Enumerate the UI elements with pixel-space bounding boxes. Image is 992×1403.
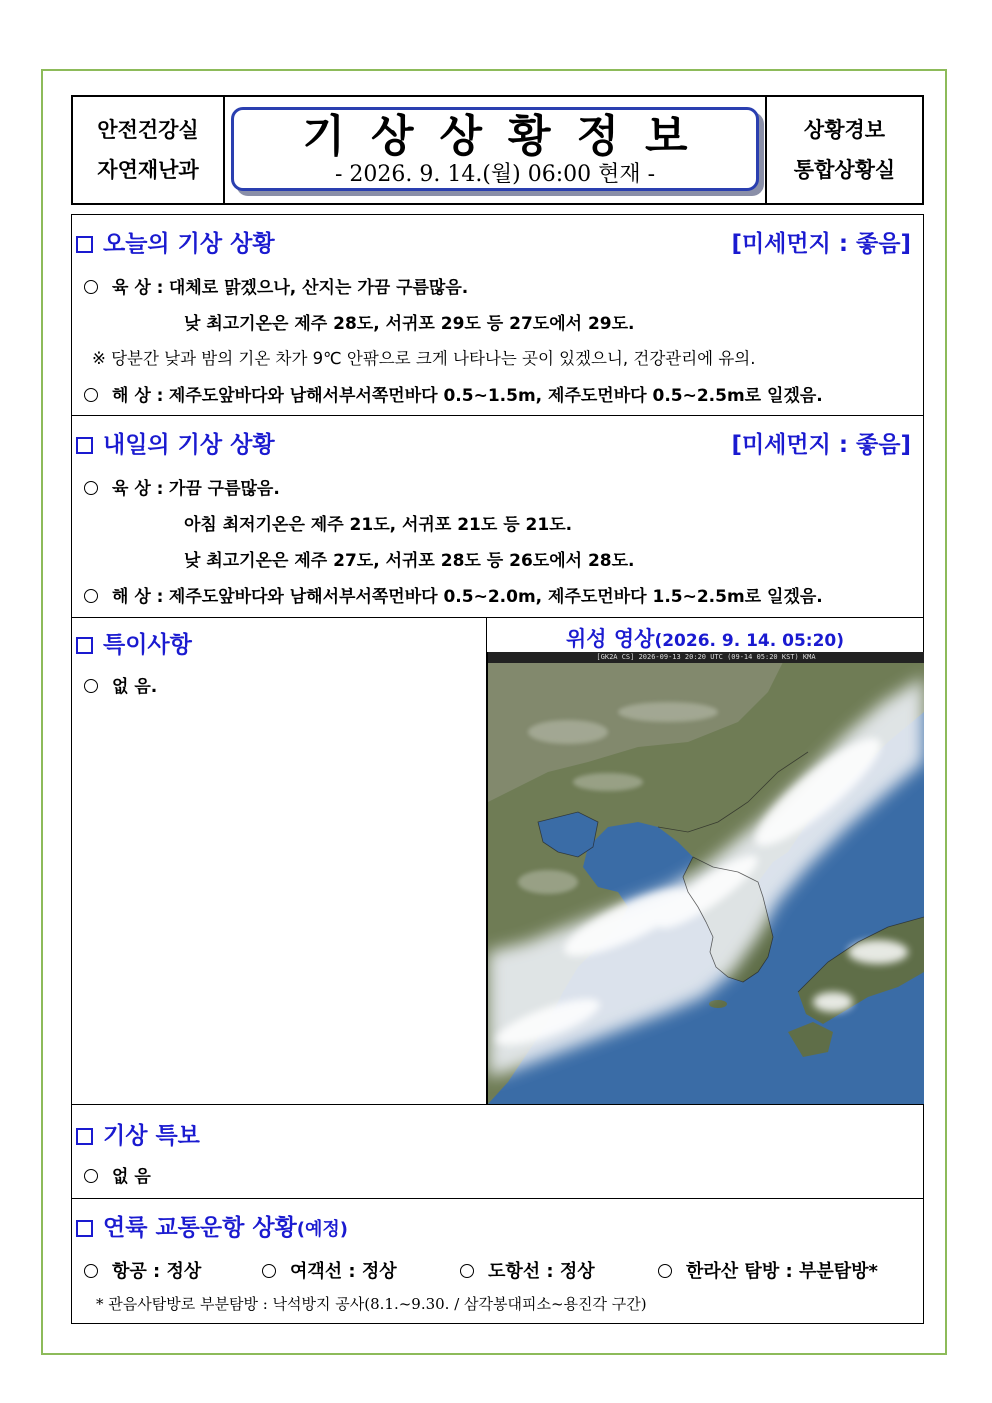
today-land-temp: 낮 최고기온은 제주 28도, 서귀포 29도 등 27도에서 29도.	[184, 314, 635, 334]
header-office	[765, 97, 922, 203]
report-title-box	[231, 107, 759, 191]
report-header	[71, 95, 924, 205]
traffic-footnote: * 관음사탐방로 부분탐방 : 낙석방지 공사(8.1.~9.30. / 삼각봉대피소~용진각 구간)	[96, 1295, 647, 1313]
satellite-title: 위성 영상(2026. 9. 14. 05:20)	[565, 627, 845, 651]
tomorrow-dust: [미세먼지 : 좋음]	[731, 432, 911, 458]
department-line2: 자연재난과	[97, 158, 199, 182]
today-sea: 해 상 : 제주도앞바다와 남해서부서쪽먼바다 0.5~1.5m, 제주도먼바다 0.5~2.5m로 일겠음.	[84, 381, 823, 406]
checkbox-icon	[76, 437, 93, 454]
warning-section	[72, 1105, 923, 1199]
circle-bullet-icon	[84, 280, 98, 294]
circle-bullet-icon	[460, 1264, 474, 1278]
circle-bullet-icon	[84, 1169, 98, 1183]
report-date: - 2026. 9. 14.(월) 06:00 현재 -	[334, 162, 656, 187]
checkbox-icon	[76, 1220, 93, 1237]
tomorrow-land-max: 낮 최고기온은 제주 27도, 서귀포 28도 등 26도에서 28도.	[184, 551, 635, 571]
special-item: 없 음.	[84, 672, 157, 697]
tomorrow-sea: 해 상 : 제주도앞바다와 남해서부서쪽먼바다 0.5~2.0m, 제주도먼바다 1.5~2.5m로 일겠음.	[84, 582, 823, 607]
circle-bullet-icon	[262, 1264, 276, 1278]
traffic-island-ferry: 도항선 : 정상	[460, 1257, 595, 1283]
traffic-hallasan: 한라산 탐방 : 부분탐방*	[658, 1257, 878, 1283]
department-line1: 안전건강실	[97, 118, 199, 142]
office-line2: 통합상황실	[793, 158, 896, 182]
traffic-section	[72, 1199, 923, 1323]
tomorrow-land: 육 상 : 가끔 구름많음.	[84, 474, 280, 499]
circle-bullet-icon	[658, 1264, 672, 1278]
satellite-map	[488, 652, 924, 1104]
header-department	[73, 97, 225, 203]
warning-item: 없 음	[84, 1162, 151, 1187]
circle-bullet-icon	[84, 679, 98, 693]
circle-bullet-icon	[84, 388, 98, 402]
tomorrow-section	[72, 416, 923, 618]
traffic-ferry: 여객선 : 정상	[262, 1257, 397, 1283]
today-section	[72, 215, 923, 416]
today-land: 육 상 : 대체로 맑겠으나, 산지는 가끔 구름많음.	[84, 273, 468, 298]
checkbox-icon	[76, 1128, 93, 1145]
tomorrow-title: 내일의 기상 상황	[76, 426, 275, 459]
checkbox-icon	[76, 637, 93, 654]
office-line1: 상황경보	[803, 118, 886, 142]
report-body	[71, 214, 924, 1324]
report-title: 기상상황정보	[302, 111, 714, 162]
today-dust: [미세먼지 : 좋음]	[731, 231, 911, 257]
circle-bullet-icon	[84, 1264, 98, 1278]
satellite-banner: [GK2A CS] 2026-09-13 20:20 UTC (09-14 05:20 KST) KMA	[488, 652, 924, 663]
satellite-image	[487, 652, 924, 1104]
today-title: 오늘의 기상 상황	[76, 225, 275, 258]
traffic-title: 연륙 교통운항 상황(예정)	[76, 1209, 348, 1242]
traffic-air: 항공 : 정상	[84, 1257, 201, 1283]
circle-bullet-icon	[84, 589, 98, 603]
tomorrow-land-min: 아침 최저기온은 제주 21도, 서귀포 21도 등 21도.	[184, 515, 573, 535]
today-note: ※ 당분간 낮과 밤의 기온 차가 9℃ 안팎으로 크게 나타나는 곳이 있겠으니, 건강관리에 유의.	[92, 349, 756, 368]
circle-bullet-icon	[84, 481, 98, 495]
special-title: 특이사항	[76, 626, 192, 659]
checkbox-icon	[76, 236, 93, 253]
warning-title: 기상 특보	[76, 1117, 200, 1150]
